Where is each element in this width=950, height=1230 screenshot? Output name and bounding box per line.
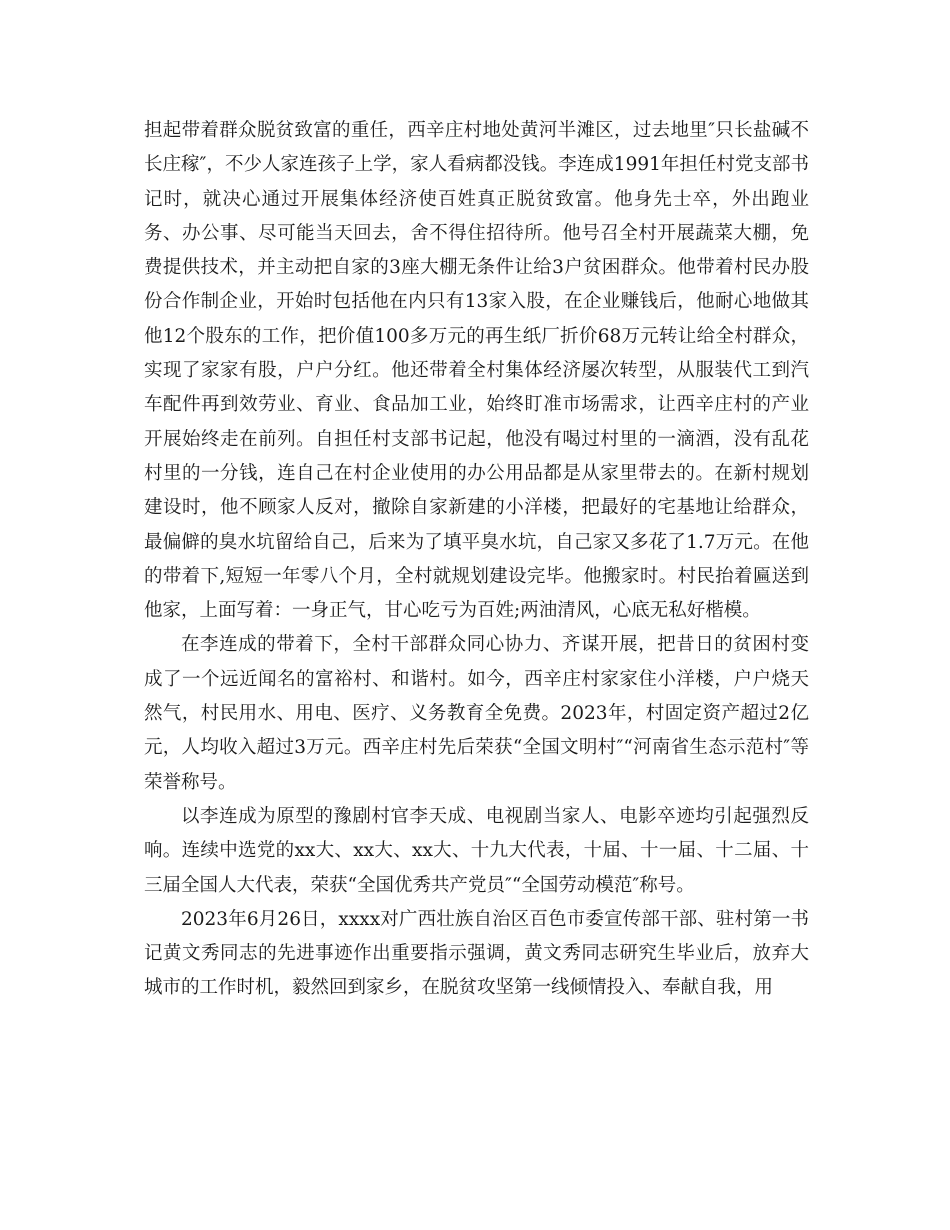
paragraph-4: 2023年6月26日，xxxx对广西壮族自治区百色市委宣传部干部、驻村第一书记黄文秀同志的先进事迹作出重要指示强调，黄文秀同志研究生毕业后，放弃大城市的工作时机，毅然回到家乡，在脱贫攻坚第一线倾情投入、奉献自我，用 (144, 908, 809, 999)
paragraph-2: 在李连成的带着下，全村干部群众同心协力、齐谋开展，把昔日的贫困村变成了一个远近闻名的富裕村、和谐村。如今，西辛庄村家家住小洋楼，户户烧天然气，村民用水、用电、医疗、义务教育全免费。2023年，村固定资产超过2亿元，人均收入超过3万元。西辛庄村先后荣获“全国文明村″“河南省生态示范村″等荣誉称号。 (144, 634, 809, 793)
paragraph-1: 担起带着群众脱贫致富的重任，西辛庄村地处黄河半滩区，过去地里″只长盐碱不长庄稼″，不少人家连孩子上学，家人看病都没钱。李连成1991年担任村党支部书记时，就决心通过开展集体经济使百姓真正脱贫致富。他身先士卒，外出跑业务、办公事、尽可能当天回去，舍不得住招待所。他号召全村开展蔬菜大棚，免费提供技术，并主动把自家的3座大棚无条件让给3户贫困群众。他带着村民办股份合作制企业，开始时包括他在内只有13家入股，在企业赚钱后，他耐心地做其他12个股东的工作，把价值100多万元的再生纸厂折价68万元转让给全村群众，实现了家家有股，户户分红。他还带着全村集体经济屡次转型，从服装代工到汽车配件再到效劳业、育业、食品加工业，始终盯准市场需求，让西辛庄村的产业开展始终走在前列。自担任村支部书记起，他没有喝过村里的一滴酒，没有乱花村里的一分钱，连自己在村企业使用的办公用品都是从家里带去的。在新村规划建设时，他不顾家人反对，撤除自家新建的小洋楼，把最好的宅基地让给群众，最偏僻的臭水坑留给自己，后来为了填平臭水坑，自己家又多花了1.7万元。在他的带着下,短短一年零八个月，全村就规划建设完毕。他搬家时。村民抬着匾送到他家，上面写着：一身正气，甘心吃亏为百姓;两油清风，心底无私好楷模。 (144, 120, 809, 622)
document-body (144, 114, 809, 1006)
paragraph-3: 以李连成为原型的豫剧村官李天成、电视剧当家人、电影卒迹均引起强烈反响。连续中选党的xx大、xx大、xx大、十九大代表，十届、十一届、十二届、十三届全国人大代表，荣获“全国优秀共产党员″“全国劳动模范″称号。 (144, 805, 809, 896)
